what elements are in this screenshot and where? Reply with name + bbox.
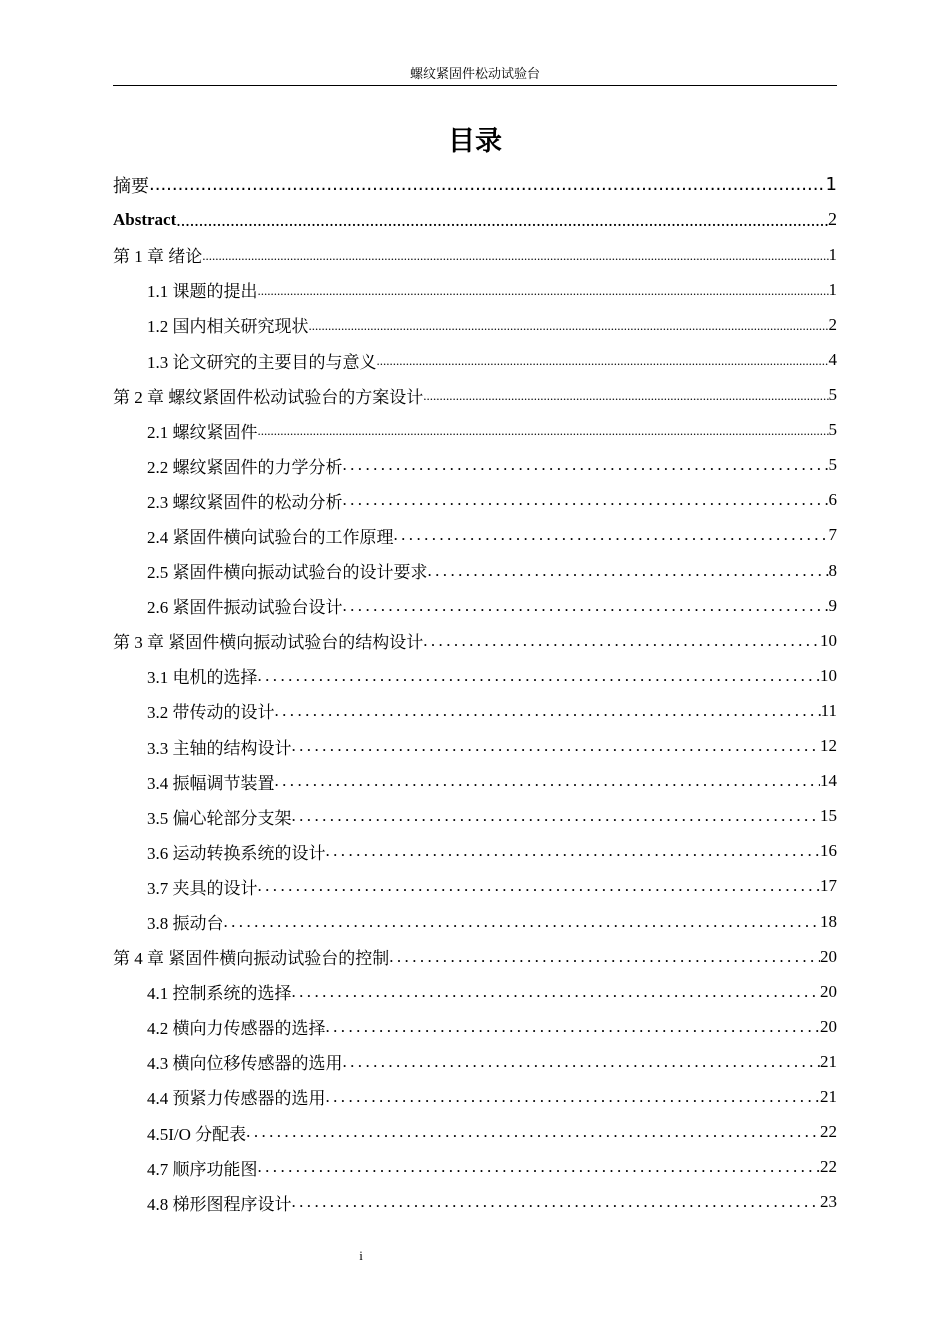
toc-entry[interactable] [113,764,837,799]
toc-entry[interactable] [113,1150,837,1185]
toc-entry[interactable] [113,553,837,588]
toc-dot-leader [377,350,829,370]
toc-dot-leader [428,561,829,581]
toc-entry-label: 3.8 振动台 [147,914,224,934]
toc-entry[interactable] [113,237,837,272]
toc-entry[interactable] [113,869,837,904]
toc-entry[interactable] [113,588,837,623]
toc-dot-leader [343,1052,821,1072]
toc-entry-label: 3.6 运动转换系统的设计 [147,843,326,863]
toc-entry[interactable] [113,799,837,834]
toc-entry-page-number: 4 [828,350,837,370]
toc-dot-leader [176,210,828,230]
toc-entry[interactable] [113,658,837,693]
toc-dot-leader [224,912,821,932]
toc-entry-label: 4.7 顺序功能图 [147,1159,258,1179]
toc-dot-leader [423,385,828,405]
toc-entry-label: 1.1 课题的提出 [147,282,258,302]
toc-entry-label: 2.1 螺纹紧固件 [147,422,258,442]
toc-entry[interactable] [113,342,837,377]
toc-dot-leader [326,1017,821,1037]
toc-entry-page-number: 16 [820,841,837,861]
toc-dot-leader [394,525,829,545]
toc-entry-page-number: 20 [820,1016,837,1036]
toc-entry-label: 3.1 电机的选择 [147,668,258,688]
toc-entry-label: 1.3 论文研究的主要目的与意义 [147,352,377,372]
toc-entry[interactable] [113,974,837,1009]
toc-entry[interactable] [113,1009,837,1044]
toc-entry-page-number: 5 [828,385,837,405]
toc-entry[interactable] [113,518,837,553]
toc-entry-label: 4.2 横向力传感器的选择 [147,1019,326,1039]
toc-entry-label: 1.2 国内相关研究现状 [147,317,309,337]
toc-dot-leader [246,1122,820,1142]
toc-entry[interactable] [113,1115,837,1150]
toc-entry-page-number: 8 [828,560,837,580]
toc-entry-label: 4.8 梯形图程序设计 [147,1194,292,1214]
toc-entry-page-number: 11 [820,700,837,720]
toc-entry-page-number: 20 [820,946,837,966]
toc-entry-page-number: 7 [828,525,837,545]
toc-title: 目录 [448,126,502,157]
toc-entry-label: 2.3 螺纹紧固件的松动分析 [147,492,343,512]
toc-entry-page-number: 14 [820,771,837,791]
toc-entry-label: 3.7 夹具的设计 [147,878,258,898]
toc-entry[interactable] [113,448,837,483]
toc-entry-label: 2.5 紧固件横向振动试验台的设计要求 [147,563,428,583]
toc-entry-page-number: 22 [820,1122,837,1142]
toc-entry-page-number: 22 [820,1157,837,1177]
toc-entry-label: 3.4 振幅调节装置 [147,773,275,793]
toc-entry-label: 第 2 章 螺纹紧固件松动试验台的方案设计 [113,387,424,407]
toc-entry-page-number: 5 [828,420,837,440]
toc-dot-leader [423,631,820,651]
toc-entry[interactable] [113,1185,837,1220]
toc-entry-page-number: 23 [820,1192,837,1212]
toc-entry[interactable] [113,729,837,764]
toc-entry[interactable] [113,623,837,658]
toc-entry-page-number: 9 [828,595,837,615]
toc-entry-label: 第 3 章 紧固件横向振动试验台的结构设计 [113,633,424,653]
toc-entry-label: 3.2 带传动的设计 [147,703,275,723]
toc-entry[interactable] [113,272,837,307]
toc-entry-page-number: 1 [828,279,837,299]
toc-dot-leader [292,806,821,826]
toc-entry-label: 4.3 横向位移传感器的选用 [147,1054,343,1074]
toc-dot-leader [292,982,821,1002]
toc-entry-page-number: 10 [820,630,837,650]
toc-dot-leader [258,1157,821,1177]
toc-entry-label: 4.1 控制系统的选择 [147,984,292,1004]
toc-dot-leader [202,245,828,265]
toc-entry[interactable] [113,413,837,448]
toc-entry-label: 4.5I/O 分配表 [147,1124,247,1144]
toc-dot-leader [326,1087,821,1107]
toc-entry[interactable] [113,1044,837,1079]
toc-entry-page-number: 12 [820,736,837,756]
toc-entry[interactable] [113,307,837,342]
toc-entry-label: 第 4 章 紧固件横向振动试验台的控制 [113,949,390,969]
toc-dot-leader [326,841,821,861]
toc-entry-label: 4.4 预紧力传感器的选用 [147,1089,326,1109]
toc-entry[interactable] [113,483,837,518]
toc-entry[interactable] [113,378,837,413]
toc-entry[interactable] [113,167,837,202]
toc-entry-page-number: 15 [820,806,837,826]
toc-entry-label: 3.5 偏心轮部分支架 [147,808,292,828]
toc-entry-label: 2.6 紧固件振动试验台设计 [147,598,343,618]
toc-dot-leader [275,771,821,791]
toc-entry-label: Abstract [113,209,177,229]
toc-entry-page-number: 20 [820,981,837,1001]
toc-dot-leader [343,596,829,616]
toc-dot-leader [258,666,821,686]
toc-entry-label: 3.3 主轴的结构设计 [147,738,292,758]
header-rule [113,85,837,86]
toc-dot-leader [309,315,829,335]
toc-entry-page-number: 21 [820,1086,837,1106]
toc-entry[interactable] [113,693,837,728]
toc-entry[interactable] [113,834,837,869]
toc-entry-page-number: 5 [828,455,837,475]
toc-dot-leader [389,947,820,967]
toc-dot-leader [149,175,826,195]
toc-entry[interactable] [113,202,837,237]
table-of-contents [113,167,837,1220]
toc-entry-label: 第 1 章 绪论 [113,247,203,267]
toc-dot-leader [343,490,829,510]
running-header: 螺纹紧固件松动试验台 [409,66,540,81]
toc-entry-page-number: 2 [828,314,837,334]
toc-dot-leader [343,455,829,475]
toc-entry-label: 摘要 [113,175,149,197]
toc-entry[interactable] [113,904,837,939]
toc-entry-page-number: 6 [828,490,837,510]
toc-entry-label: 2.2 螺纹紧固件的力学分析 [147,457,343,477]
toc-entry-page-number: 21 [820,1051,837,1071]
toc-dot-leader [258,280,829,300]
toc-dot-leader [275,701,821,721]
toc-entry-page-number: 2 [828,209,837,230]
toc-dot-leader [292,736,821,756]
toc-dot-leader [292,1192,821,1212]
toc-entry-page-number: 18 [820,911,837,931]
toc-entry-page-number: 10 [820,665,837,685]
toc-entry[interactable] [113,1079,837,1114]
toc-entry[interactable] [113,939,837,974]
toc-entry-page-number: 1 [825,174,837,196]
footer-page-number: i [359,1248,363,1263]
toc-dot-leader [258,876,821,896]
toc-entry-page-number: 1 [828,244,837,264]
toc-dot-leader [258,420,829,440]
toc-entry-label: 2.4 紧固件横向试验台的工作原理 [147,527,394,547]
toc-entry-page-number: 17 [820,876,837,896]
